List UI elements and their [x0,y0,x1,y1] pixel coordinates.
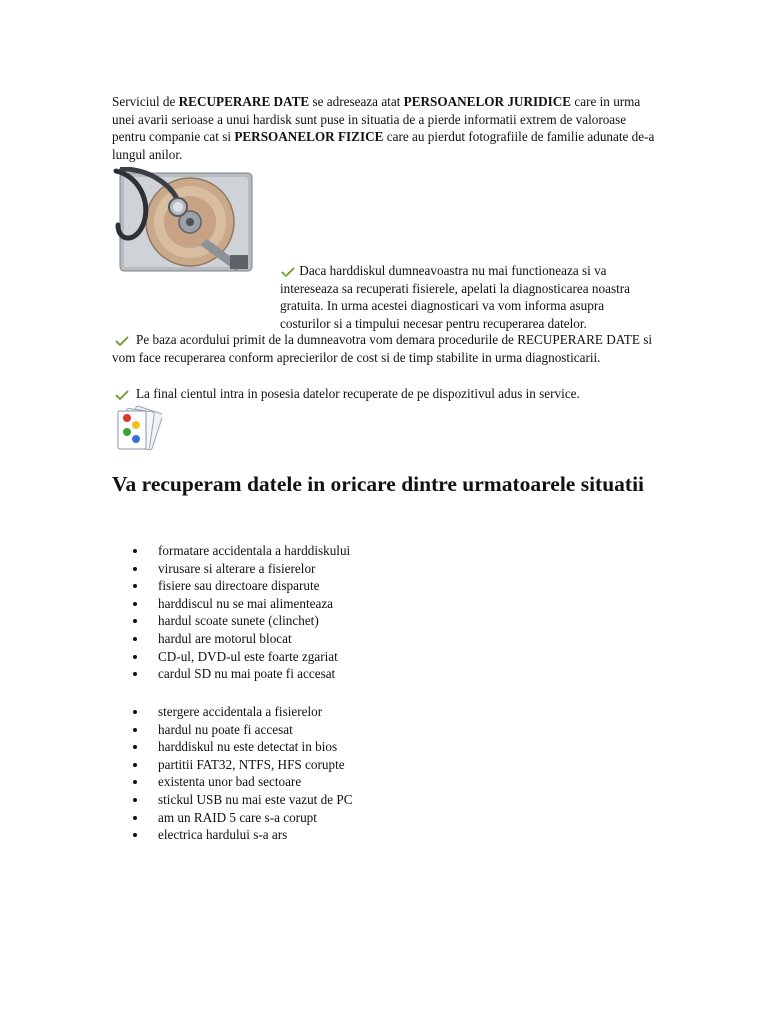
traffic-light-cards-image [114,405,162,453]
step-3-text: La final cientul intra in posesia datelor recuperate de pe dispozitivul adus in service. [136,386,580,401]
list-item: virusare si alterare a fisierelor [128,560,350,578]
situations-list-2 [128,703,353,844]
intro-bold-legal: PERSOANELOR JURIDICE [403,94,572,109]
intro-text-3: care in urma unei avarii serioase a unui hardisk sunt puse in situatia de a pierde informatii extrem de valoroase pentru companie cat si [112,94,641,144]
intro-text-2: se adreseaza atat [309,94,404,109]
intro-bold-service: RECUPERARE DATE [178,94,310,109]
step-1-text: Daca harddiskul dumneavoastra nu mai functioneaza si va intereseaza sa recuperati fisierele, apelati la diagnosticarea noastra gratuita. In urma acestei diagnosticari va vom informa asupra costurilor si a timpului necesar pentru recuperarea datelor. [280,263,631,331]
intro-paragraph [112,93,657,163]
list-item: stickul USB nu mai este vazut de PC [128,791,353,809]
step-2-text: Pe baza acordului primit de la dumneavotra vom demara procedurile de RECUPERARE DATE si vom face recuperarea conform aprecierilor de cost si de timp stabilite in urma diagnosticarii. [112,332,653,365]
intro-text-4: care au pierdut fotografiile de familie adunate de-a lungul anilor. [112,129,655,162]
list-item: hardul scoate sunete (clinchet) [128,612,350,630]
list-item: CD-ul, DVD-ul este foarte zgariat [128,648,350,666]
list-item: hardul are motorul blocat [128,630,350,648]
intro-text-1: Serviciul de [112,94,179,109]
list-item: existenta unor bad sectoare [128,773,353,791]
list-item: am un RAID 5 care s-a corupt [128,809,353,827]
checkmark-icon [114,335,130,347]
list-item: harddiskul nu este detectat in bios [128,738,353,756]
list-item: harddiscul nu se mai alimenteaza [128,595,350,613]
list-item: hardul nu poate fi accesat [128,721,353,739]
list-item: cardul SD nu mai poate fi accesat [128,665,350,683]
list-item: fisiere sau directoare disparute [128,577,350,595]
list-item: partitii FAT32, NTFS, HFS corupte [128,756,353,774]
step-1-paragraph [112,262,657,332]
step-3-paragraph [112,385,657,403]
list-item: electrica hardului s-a ars [128,826,353,844]
checkmark-icon [280,266,296,278]
hard-disk-stethoscope-image [112,167,254,273]
situations-heading: Va recuperam datele in oricare dintre urmatoarele situatii [112,472,645,496]
step-2-paragraph [112,331,657,366]
intro-bold-individuals: PERSOANELOR FIZICE [234,129,384,144]
checkmark-icon [114,389,130,401]
list-item: stergere accidentala a fisierelor [128,703,353,721]
list-item: formatare accidentala a harddiskului [128,542,350,560]
situations-list-1 [128,542,350,683]
